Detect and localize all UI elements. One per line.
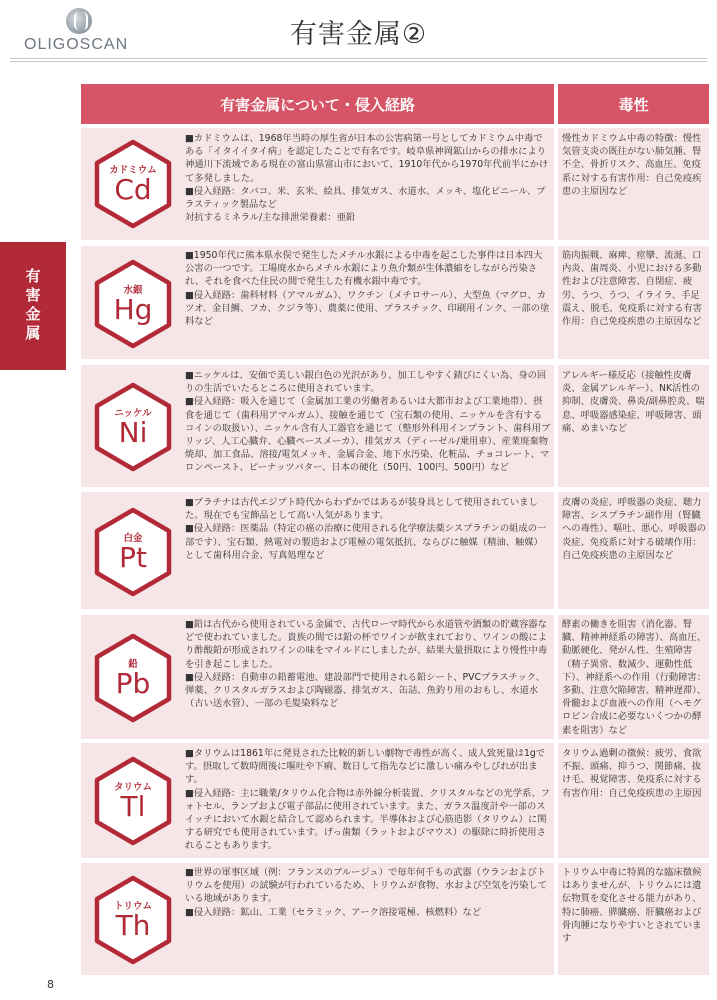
element-toxicity: 酵素の働きを阻害（消化器、腎臓、精神神経系の障害）、高血圧、動脈硬化、発がん性、生殖障害（精子異常、数減少、運動性低下）、神経系への作用（行動障害：多動、注意欠陥障害、精神遅滞）、骨髄および血液への作用（ヘモグロビン合成に必要ないくつかの酵素を阻害）など: [562, 619, 707, 736]
page-number: 8: [47, 978, 54, 991]
description-paragraph: ■1950年代に熊本県水俣で発生したメチル水銀による中毒を起こした事件は日本四大公害の一つです。工場廃水からメチル水銀により魚介類が生体濃縮をしながら汚染され、それを食べた住民の間で発生した有機水銀中毒です。: [185, 250, 543, 288]
element-toxicity: アレルギー様反応（接触性皮膚炎、金属アレルギー）、NK活性の抑制、皮膚炎、鼻炎/副鼻腔炎、喘息、呼吸器感染症、呼吸障害、頭痛、めまいなど: [562, 370, 705, 434]
element-name: カドミウム: [109, 165, 157, 176]
element-description: [185, 747, 551, 853]
description-paragraph: ■鉛は古代から使用されている金属で、古代ローマ時代から水道管や酒類の貯蔵容器などで使われていました。貴族の間では鉛の杯でワインが飲まれており、ワインの酸により酢酸鉛が形成されワインの味をマイルドにしましたが、結果大量摂取により慢性中毒を引き起こしました。: [185, 619, 548, 670]
side-tab: [0, 242, 66, 370]
element-hexagon-icon: [87, 874, 179, 966]
element-description: [185, 249, 551, 328]
element-row: [81, 863, 709, 975]
element-description: [185, 618, 551, 710]
element-symbol: Pt: [119, 541, 147, 574]
description-paragraph: ■プラチナは古代エジプト時代からわずかではあるが装身具として使用されていました。現在でも宝飾品として高い人気があります。: [185, 497, 538, 522]
element-toxicity: トリウム中毒に特異的な臨床徴候はありませんが、トリウムには遺伝物質を変化させる能力があり、特に肺癌、膵臓癌、肝臓癌および骨肉腫になりやすいとされています: [562, 867, 702, 945]
element-hexagon-icon: [87, 632, 179, 724]
element-toxicity: 皮膚の炎症、呼吸器の炎症、聴力障害、シスプラチン副作用（腎臓への毒性）、嘔吐、悪心、呼吸器の炎症、免疫系に対する破壊作用：自己免疫疾患の主原因など: [562, 497, 707, 561]
element-row: [81, 365, 709, 487]
element-symbol: Cd: [114, 173, 152, 206]
element-row: [81, 615, 709, 739]
header-about: 有害金属について・侵入経路: [81, 84, 554, 124]
description-paragraph: ■タリウムは1861年に発見された比較的新しい劇物で毒性が高く、成人致死量は1gです。摂取して数時間後に嘔吐や下痢、数日して指先などに激しい痛みやしびれが出ます。: [185, 748, 546, 786]
element-hexagon-icon: [87, 258, 179, 350]
element-row: [81, 128, 709, 240]
description-paragraph: ■侵入経路：歯科材料（アマルガム）、ワクチン（メチロサール）、大型魚（マグロ、カツオ、金目鯛、フカ、クジラ等）、農薬に使用、プラスチック、印刷用インク、一部の塗料など: [185, 289, 550, 328]
element-hexagon-icon: [87, 506, 179, 598]
element-description: [185, 496, 551, 562]
logo-text: OLIGOSCAN: [24, 36, 129, 53]
page-title: 有害金属②: [289, 19, 428, 50]
element-toxicity: 慢性カドミウム中毒の特徴：慢性気管支炎の既往がない肺気腫、腎不全、骨折リスク、高血圧、免疫系に対する有害作用：自己免疫疾患の主原因など: [562, 133, 702, 197]
element-description: [185, 132, 551, 224]
element-description: [185, 866, 551, 919]
description-paragraph: ■ニッケルは、安価で美しい銀白色の光沢があり、加工しやすく錆びにくい為、身の回りの生活でいたるところに使用されています。: [185, 370, 547, 395]
element-toxicity: タリウム過剰の徴候：疲労、食欲不振、頭痛、抑うつ、関節痛、抜け毛、視覚障害、免疫系に対する有害作用：自己免疫疾患の主原因: [562, 748, 702, 799]
description-paragraph: ■侵入経路：自動車の鉛蓄電池、建設部門で使用される鉛シート、PVCプラスチック、弾薬、クリスタルガラスおよび陶磁器、排気ガス、缶詰、魚釣り用のおもし、水道水（古い送水管）、一部の毛髪染料など: [185, 671, 545, 710]
element-symbol: Th: [115, 909, 151, 942]
element-row: [81, 492, 709, 609]
header-toxicity: 毒性: [558, 84, 709, 124]
element-hexagon-icon: [87, 381, 179, 473]
element-symbol: Pb: [115, 667, 151, 700]
element-row: [81, 743, 709, 858]
description-paragraph: ■侵入経路：タバコ、米、玄米、絵具、排気ガス、水道水、メッキ、塩化ビニール、プラスティック製品など: [185, 185, 546, 211]
title-divider: [10, 58, 707, 62]
element-hexagon-icon: [87, 755, 179, 847]
element-symbol: Hg: [113, 293, 153, 326]
element-hexagon-icon: [87, 138, 179, 230]
description-paragraph: ■侵入経路：鉱山、工業（セラミック、アーク溶接電極、核燃料）など: [185, 906, 482, 918]
element-row: [81, 246, 709, 359]
element-symbol: Ni: [118, 416, 148, 449]
element-description: [185, 369, 551, 475]
element-name: ニッケル: [114, 408, 152, 419]
description-paragraph: 対抗するミネラル/主な排泄栄養素：亜鉛: [185, 212, 356, 224]
description-paragraph: ■侵入経路：主に職業/タリウム化合物は赤外線分析装置、クリスタルなどの光学系、フォトセル、ランプおよび電子部品に使用されています。また、ガラス温度計や一部のスイッチにおいて水銀と結合して認められます。半導体および心筋造影（タリウム）に関する研究でも使用されています。げっ歯類（ラットおよびマウス）の駆除に時折使用されることもあります。: [185, 787, 550, 852]
element-name: タリウム: [114, 782, 152, 793]
element-name: トリウム: [114, 901, 152, 912]
description-paragraph: ■カドミウムは、1968年当時の厚生省が日本の公害病第一号としてカドミウム中毒である「イタイイタイ病」を認定したことで有名です。岐阜県神岡鉱山からの排水により神通川下流域である現在の富山県富山市において、1910年代から1970年代前半にかけて多発しました。: [185, 133, 549, 184]
description-paragraph: ■世界の軍事区域（例：フランスのブルージュ）で毎年何千もの武器（ウランおよびトリウムを使用）の試験が行われているため、トリウムが食物、水および空気を汚染している地域があります。: [185, 867, 548, 905]
side-tab-label: 有害金属: [23, 268, 42, 344]
element-name: 鉛: [128, 659, 138, 670]
description-paragraph: ■侵入経路：医薬品（特定の癌の治療に使用される化学療法薬シスプラチンの組成の一部です）、宝石類、熱電対の製造および電極の電気抵抗、ならびに触媒（精油、触媒）として歯科用合金、写真処理など: [185, 523, 547, 561]
element-name: 白金: [123, 533, 143, 544]
element-toxicity: 筋肉振戦、麻痺、痙攣、流涎、口内炎、歯周炎、小児における多動性および注意障害、自閉症、疲労、うつ、うつ、イライラ、手足震え、脱毛、免疫系に対する有害作用：自己免疫疾患の主原因など: [562, 250, 703, 328]
element-symbol: Tl: [120, 790, 146, 823]
description-paragraph: ■侵入経路：吸入を通じて（金属加工業の労働者あるいは大都市および工業地帯）、摂食を通じて（歯科用アマルガム）、接触を通じて（宝石類の使用、ニッケルを含有するコインの取扱い）、ニッケル含有人工器官を通じて（整形外科用インプラント、歯科用ブリッジ、人工心臓弁、心臓ペースメーカ）、排気ガス（ディーゼル/乗用車）、産業廃棄物焼却、加工食品、溶接/電気メッキ、金属合金、地下水汚染、化粧品、チョコレート、マロンペースト、ピーナッツバター、日本の硬化（50円、100円、500円）など: [185, 396, 551, 474]
element-name: 水銀: [123, 285, 143, 296]
